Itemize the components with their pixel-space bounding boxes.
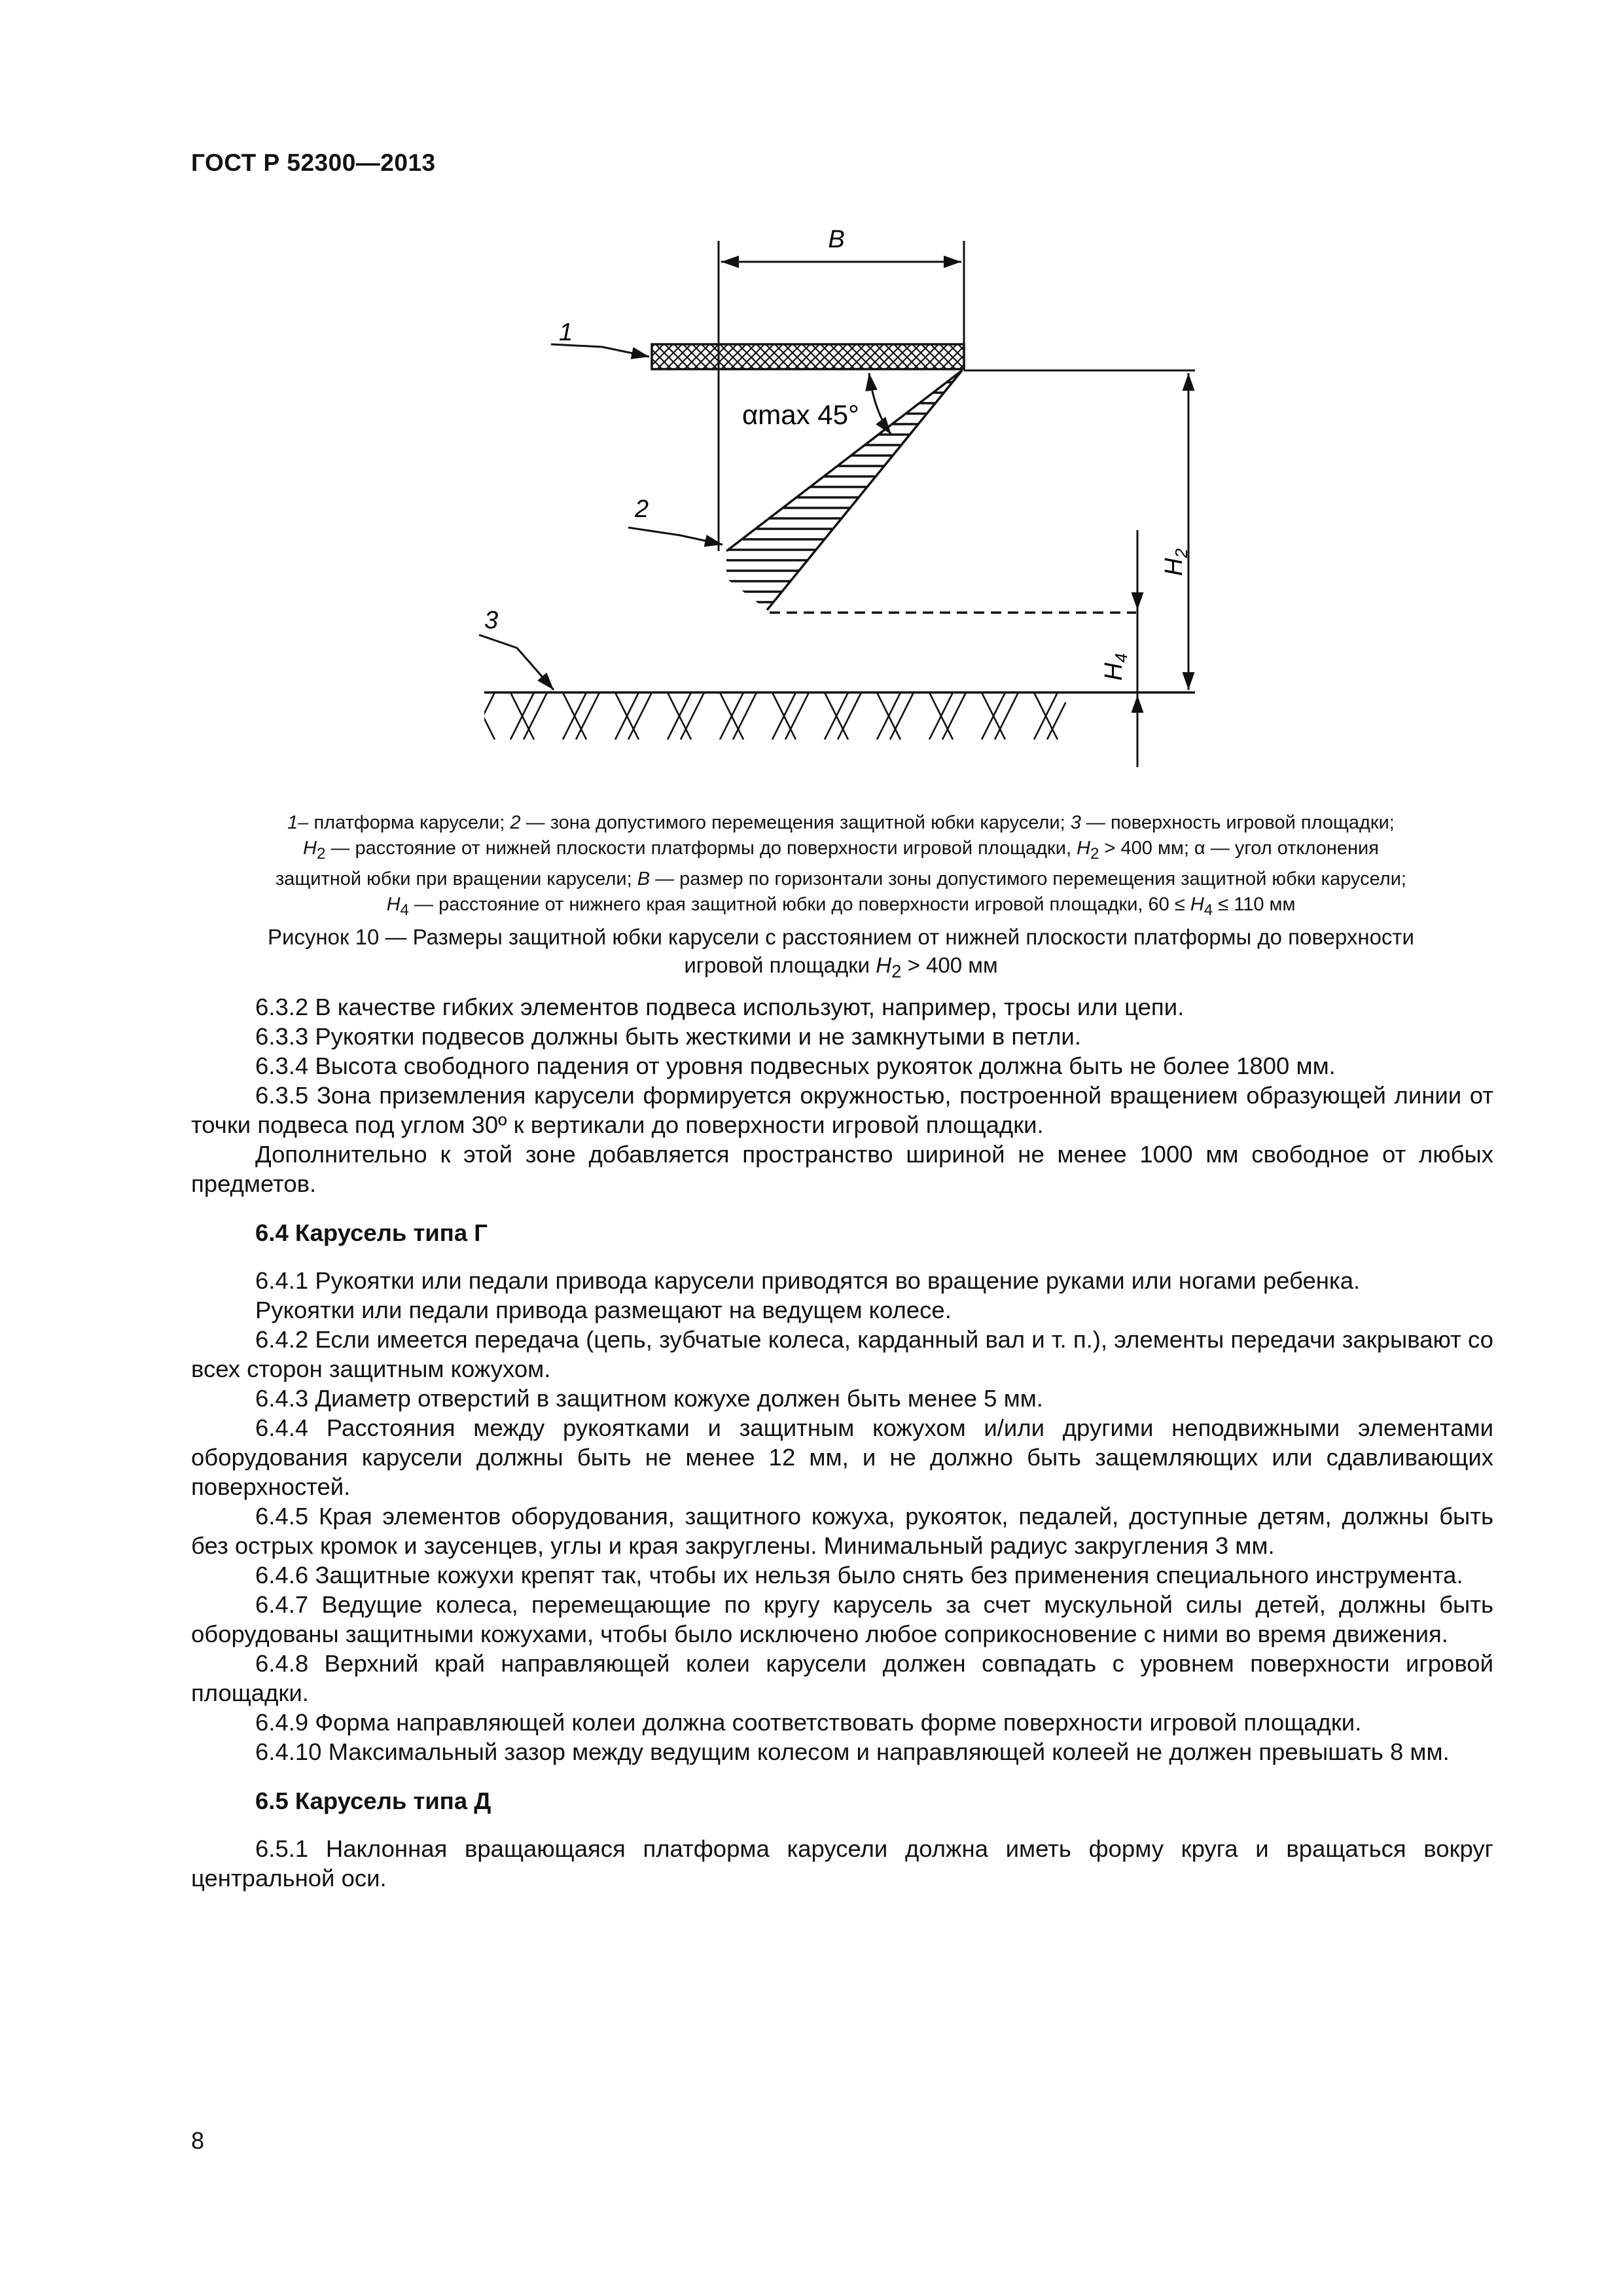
paragraph-6-4-2: 6.4.2 Если имеется передача (цепь, зубчатые колеса, карданный вал и т. п.), элементы передачи закрывают со всех сторон защитным кожухом.	[191, 1326, 1493, 1382]
caption-line-1: Рисунок 10 — Размеры защитной юбки карусели с расстоянием от нижней плоскости платформы до поверхности	[268, 925, 1414, 949]
paragraph-6-4-4: 6.4.4 Расстояния между рукоятками и защитным кожухом и/или другими неподвижными элементами оборудования карусели должны быть не менее 12 мм, и не должно быть защемляющих или сдавливающих поверхностей.	[191, 1414, 1493, 1500]
paragraph-6-4-1: 6.4.1 Рукоятки или педали привода карусели приводятся во вращение руками или ногами ребенка.	[255, 1267, 1361, 1294]
item-3-label: 3	[484, 607, 499, 634]
figure-10-diagram	[0, 0, 1623, 798]
page-number: 8	[191, 2127, 205, 2154]
caption-line-2: игровой площадки $H_2 > 400$ мм	[684, 953, 998, 982]
legend-line: $H_2$ — расстояние от нижней плоскости платформы до поверхности игровой площадки, $H_2 > 400$ мм; α — угол отклонения	[303, 838, 1379, 863]
legend-line: защитной юбки при вращении карусели; B — размер по горизонтали зоны допустимого перемещения защитной юбки карусели;	[276, 868, 1406, 889]
paragraph-6-4-5: 6.4.5 Края элементов оборудования, защитного кожуха, рукояток, педалей, доступные детям, должны быть без острых кромок и заусенцев, углы и края закруглены. Минимальный радиус закругления 3 мм.	[191, 1503, 1493, 1559]
dimension-h4-label: $H_4$	[1100, 653, 1131, 681]
angle-label: αmax 45°	[742, 399, 859, 430]
section-heading-6-5: 6.5 Карусель типа Д	[255, 1787, 491, 1814]
skirt-zone-edge	[726, 370, 962, 551]
paragraph-6-3-2: 6.3.2 В качестве гибких элементов подвеса используют, например, тросы или цепи.	[255, 994, 1185, 1020]
paragraph-6-4-8: 6.4.8 Верхний край направляющей колеи карусели должен совпадать с уровнем поверхности игровой площадки.	[191, 1650, 1493, 1706]
section-heading-6-4: 6.4 Карусель типа Г	[255, 1219, 488, 1246]
item-2-leader	[628, 528, 722, 545]
figure-legend	[193, 810, 1489, 923]
dimension-b-label: B	[828, 226, 845, 253]
document-header: ГОСТ Р 52300—2013	[191, 149, 436, 176]
angle-arc	[869, 373, 891, 435]
paragraph-6-4-10: 6.4.10 Максимальный зазор между ведущим колесом и направляющей колеей не должен превышать 8 мм.	[255, 1738, 1450, 1765]
document-body	[191, 992, 1493, 1893]
paragraph-6-4-3: 6.4.3 Диаметр отверстий в защитном кожухе должен быть менее 5 мм.	[255, 1385, 1043, 1412]
paragraph-6-3-5: 6.3.5 Зона приземления карусели формируется окружностью, построенной вращением образующей линии от точки подвеса под углом 30º к вертикали до поверхности игровой площадки.	[191, 1082, 1493, 1138]
playground-surface-hatching	[471, 692, 1071, 740]
legend-line: $H_4$ — расстояние от нижнего края защитной юбки до поверхности игровой площадки, $60 \le H_4 \le 110$ мм	[386, 893, 1296, 919]
paragraph-6-3-4: 6.3.4 Высота свободного падения от уровня подвесных рукояток должна быть не более 1800 мм.	[255, 1052, 1336, 1079]
item-2-label: 2	[635, 495, 649, 523]
paragraph-additional: Дополнительно к этой зоне добавляется пространство шириной не менее 1000 мм свободное от любых предметов.	[191, 1141, 1493, 1197]
paragraph-6-3-3: 6.3.3 Рукоятки подвесов должны быть жесткими и не замкнутыми в петли.	[255, 1023, 1081, 1050]
paragraph-6-4-7: 6.4.7 Ведущие колеса, перемещающие по кругу карусель за счет мускульной силы детей, должны быть оборудованы защитными кожухами, чтобы было исключено любое соприкосновение с ними во время движения.	[191, 1591, 1493, 1647]
figure-caption	[193, 923, 1489, 986]
item-1-label: 1	[559, 319, 573, 346]
paragraph-6-4-9: 6.4.9 Форма направляющей колеи должна соответствовать форме поверхности игровой площадки.	[255, 1709, 1362, 1736]
item-3-leader	[479, 635, 554, 690]
paragraph-6-5-1: 6.5.1 Наклонная вращающаяся платформа карусели должна иметь форму круга и вращаться вокруг центральной оси.	[191, 1835, 1493, 1892]
dimension-h2-label: $H_2$	[1160, 548, 1191, 576]
paragraph-6-4-6: 6.4.6 Защитные кожухи крепят так, чтобы их нельзя было снять без применения специального инструмента.	[255, 1562, 1463, 1588]
paragraph-6-4-1b: Рукоятки или педали привода размещают на ведущем колесе.	[255, 1297, 952, 1323]
legend-line: 1– платформа карусели; 2 — зона допустимого перемещения защитной юбки карусели; 3 — поверхность игровой площадки;	[287, 812, 1395, 833]
carousel-platform	[652, 344, 964, 369]
